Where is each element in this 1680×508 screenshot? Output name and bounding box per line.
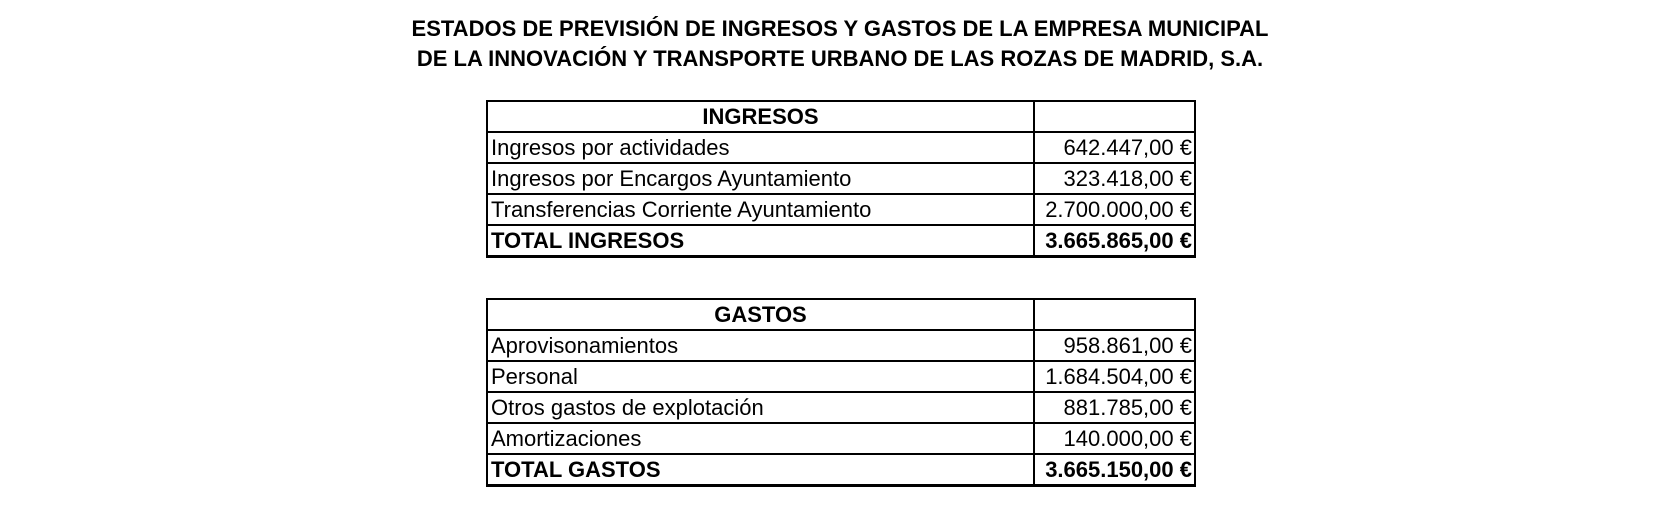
gastos-header-amount: [1034, 299, 1195, 330]
gastos-total-label: TOTAL GASTOS: [487, 454, 1034, 486]
document-title-line-2: DE LA INNOVACIÓN Y TRANSPORTE URBANO DE LAS ROZAS DE MADRID, S.A.: [416, 46, 1264, 71]
table-row: [487, 132, 1195, 163]
row-label: Otros gastos de explotación: [487, 392, 1034, 423]
table-row: [487, 163, 1195, 194]
document-title: [0, 14, 1680, 74]
row-label: Ingresos por Encargos Ayuntamiento: [487, 163, 1034, 194]
row-label: Ingresos por actividades: [487, 132, 1034, 163]
gastos-total-row: [487, 454, 1195, 486]
row-label: Amortizaciones: [487, 423, 1034, 454]
row-amount: 958.861,00 €: [1034, 330, 1195, 361]
ingresos-table: [486, 100, 1196, 258]
row-label: Personal: [487, 361, 1034, 392]
table-row: [487, 423, 1195, 454]
gastos-total-amount: 3.665.150,00 €: [1034, 454, 1195, 486]
row-label: Transferencias Corriente Ayuntamiento: [487, 194, 1034, 225]
ingresos-header: INGRESOS: [487, 101, 1034, 132]
gastos-table: [486, 298, 1196, 487]
row-amount: 2.700.000,00 €: [1034, 194, 1195, 225]
ingresos-header-row: [487, 101, 1195, 132]
row-amount: 642.447,00 €: [1034, 132, 1195, 163]
table-row: [487, 361, 1195, 392]
document-title-line-1: ESTADOS DE PREVISIÓN DE INGRESOS Y GASTOS DE LA EMPRESA MUNICIPAL: [411, 16, 1269, 41]
ingresos-total-amount: 3.665.865,00 €: [1034, 225, 1195, 257]
row-amount: 881.785,00 €: [1034, 392, 1195, 423]
table-row: [487, 392, 1195, 423]
row-amount: 1.684.504,00 €: [1034, 361, 1195, 392]
ingresos-total-label: TOTAL INGRESOS: [487, 225, 1034, 257]
ingresos-header-amount: [1034, 101, 1195, 132]
table-row: [487, 330, 1195, 361]
gastos-header: GASTOS: [487, 299, 1034, 330]
row-label: Aprovisonamientos: [487, 330, 1034, 361]
gastos-header-row: [487, 299, 1195, 330]
ingresos-total-row: [487, 225, 1195, 257]
table-row: [487, 194, 1195, 225]
row-amount: 323.418,00 €: [1034, 163, 1195, 194]
row-amount: 140.000,00 €: [1034, 423, 1195, 454]
